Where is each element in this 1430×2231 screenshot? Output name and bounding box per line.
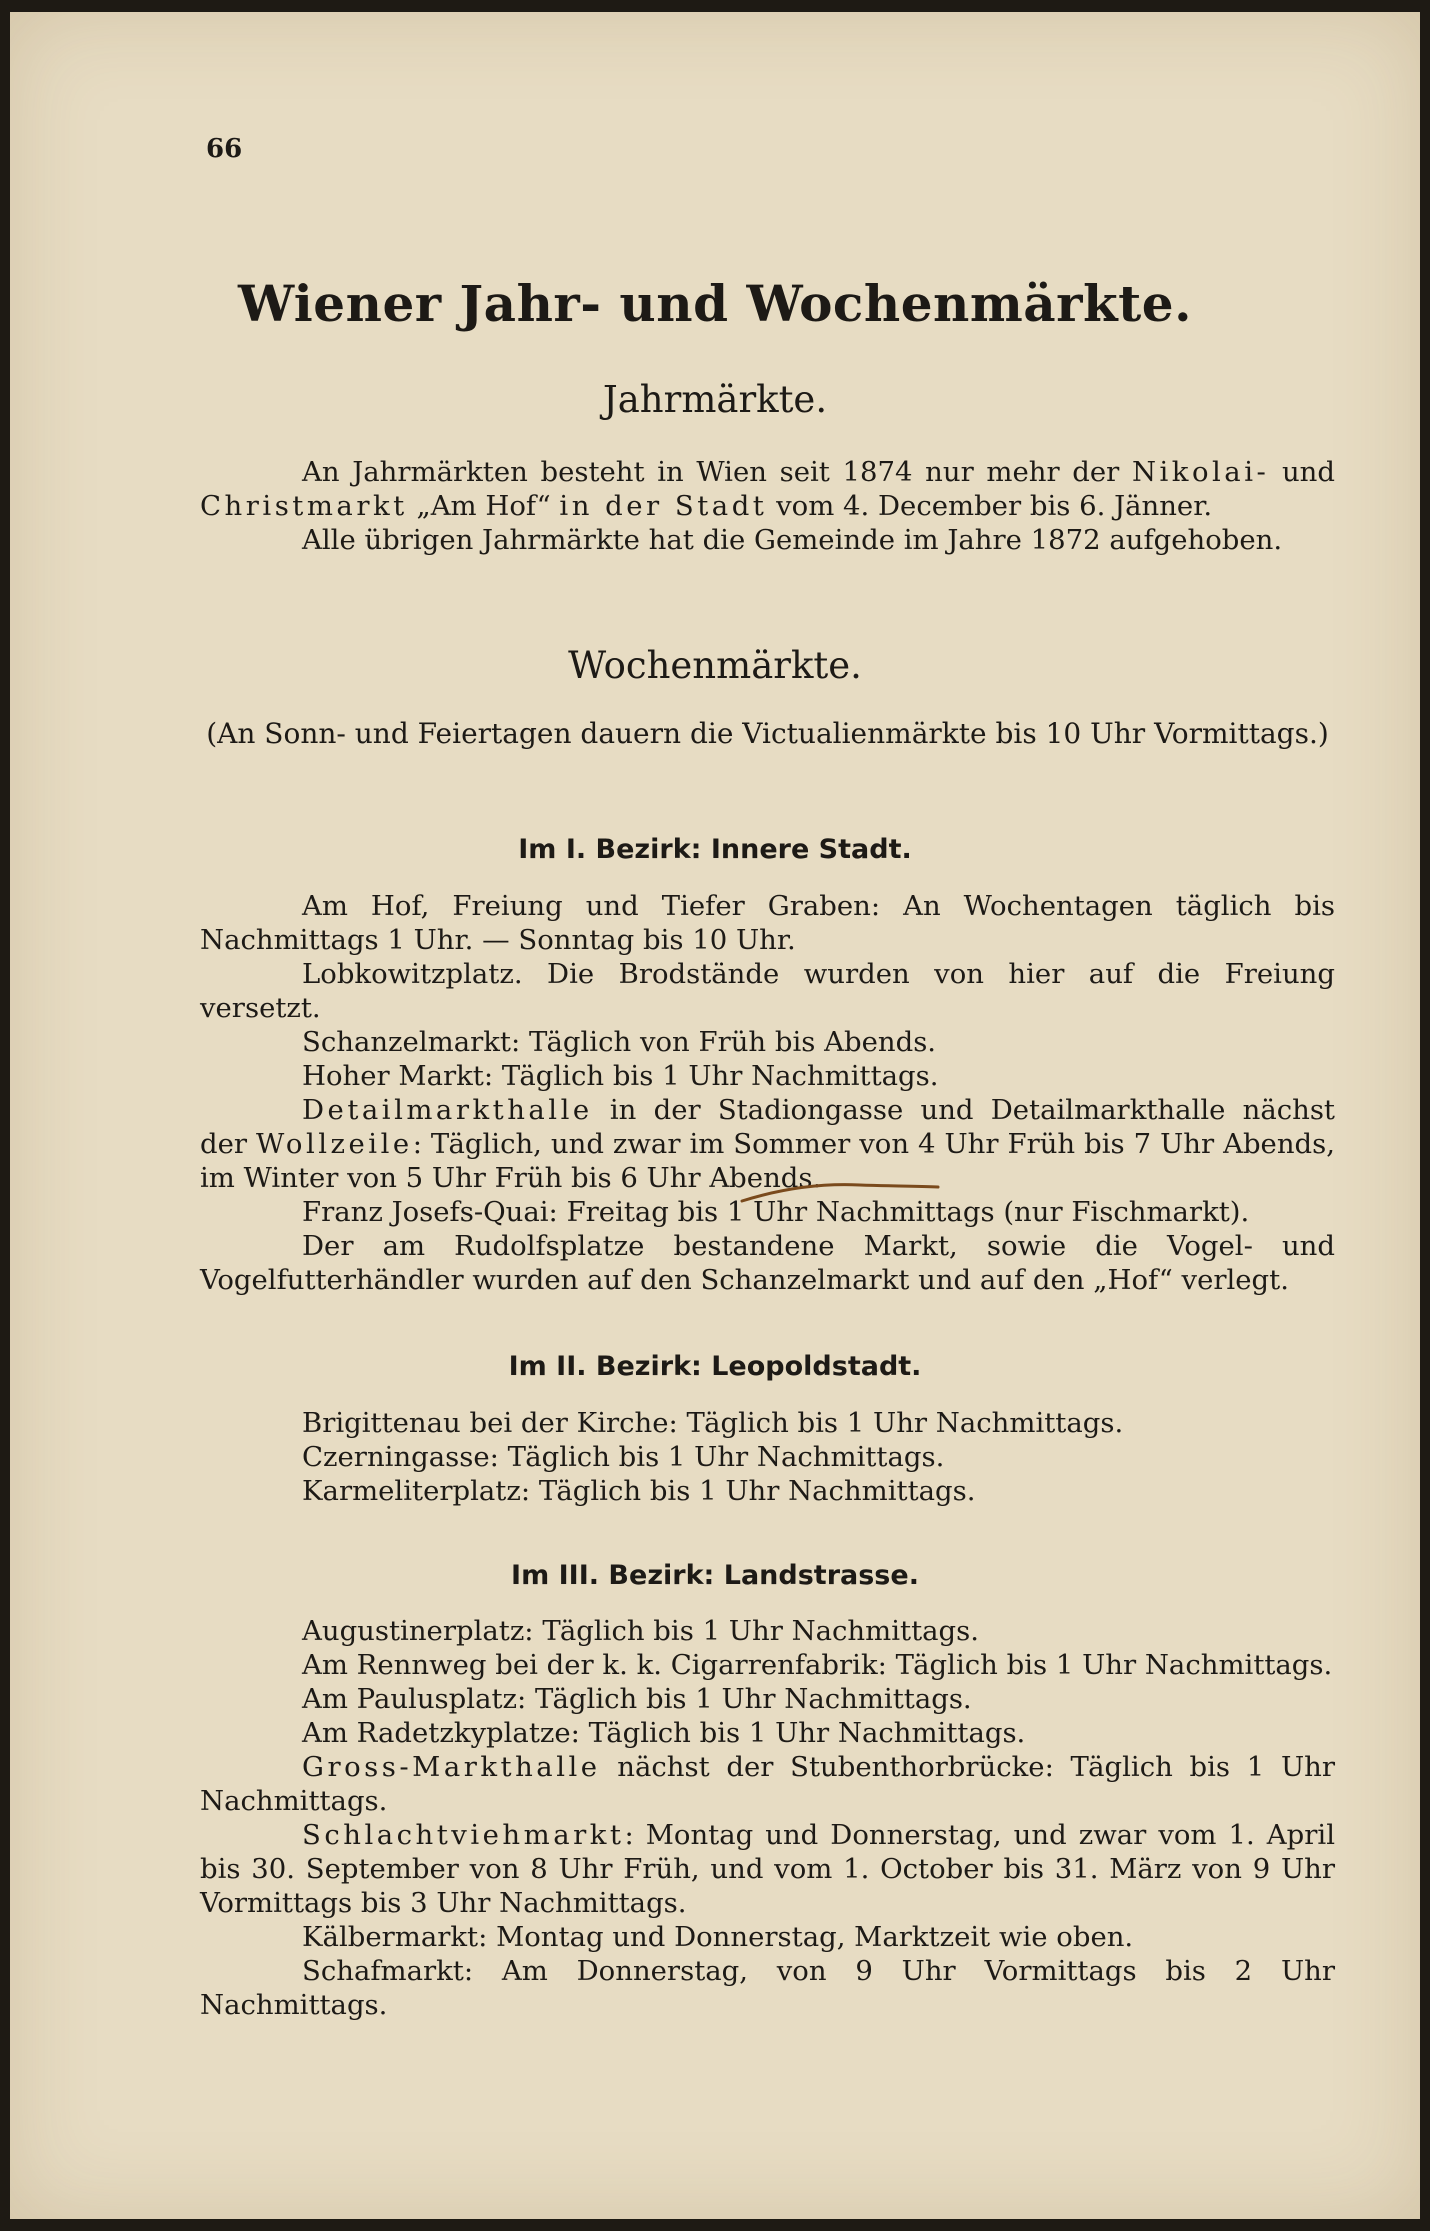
heading-jahrmaerkte: Jahrmärkte. [602, 378, 828, 421]
wochenmaerkte-note: (An Sonn- und Feiertagen dauern die Victualienmärkte bis 10 Uhr Vormittags.) [206, 717, 1329, 750]
jahrmaerkte-section [200, 455, 1335, 557]
list-item: Augustinerplatz: Täglich bis 1 Uhr Nachmittags. [302, 1615, 979, 1647]
list-item: Am Hof, Freiung und Tiefer Graben: An Wochentagen täglich bis Nachmittags 1 Uhr. — Sonntag bis 10 Uhr. [200, 890, 1335, 956]
list-item: Detailmarkthalle in der Stadiongasse und Detailmarkthalle nächst der Wollzeile: Täglich, und zwar im Sommer von 4 Uhr Früh bis 7 Uhr Abends, im Winter von 5 Uhr Früh bis 6 Uhr Abends. [200, 1094, 1335, 1194]
bezirk-1-entries [200, 889, 1335, 1297]
page-number: 66 [206, 134, 243, 164]
list-item: Schafmarkt: Am Donnerstag, von 9 Uhr Vormittags bis 2 Uhr Nachmittags. [200, 1955, 1335, 2021]
bezirk-2-entries [200, 1406, 1335, 1508]
list-item: Czerningasse: Täglich bis 1 Uhr Nachmittags. [302, 1441, 945, 1473]
list-item: Gross-Markthalle nächst der Stubenthorbrücke: Täglich bis 1 Uhr Nachmittags. [200, 1751, 1335, 1817]
list-item: Am Rennweg bei der k. k. Cigarrenfabrik: Täglich bis 1 Uhr Nachmittags. [302, 1649, 1333, 1681]
bezirk-3-entries [200, 1614, 1335, 2022]
list-item: Brigittenau bei der Kirche: Täglich bis 1 Uhr Nachmittags. [302, 1407, 1124, 1439]
list-item: Hoher Markt: Täglich bis 1 Uhr Nachmittags. [302, 1060, 939, 1092]
list-item: Franz Josefs-Quai: Freitag bis 1 Uhr Nachmittags (nur Fischmarkt). [302, 1196, 1250, 1228]
list-item: Am Paulusplatz: Täglich bis 1 Uhr Nachmittags. [302, 1683, 972, 1715]
pencil-strike-mark [740, 1177, 940, 1207]
page-title: Wiener Jahr- und Wochenmärkte. [238, 274, 1192, 333]
list-item: Der am Rudolfsplatze bestandene Markt, sowie die Vogel- und Vogelfutterhändler wurden auf den Schanzelmarkt und auf den „Hof“ verlegt. [200, 1230, 1335, 1296]
jahrmaerkte-paragraph-2: Alle übrigen Jahrmärkte hat die Gemeinde im Jahre 1872 aufgehoben. [302, 524, 1283, 556]
heading-bezirk-3: Im III. Bezirk: Landstrasse. [511, 1560, 919, 1591]
list-item: Am Radetzkyplatze: Täglich bis 1 Uhr Nachmittags. [302, 1717, 1026, 1749]
list-item: Schlachtviehmarkt: Montag und Donnerstag, und zwar vom 1. April bis 30. September von 8 Uhr Früh, und vom 1. October bis 31. März von 9 Uhr Vormittags bis 3 Uhr Nachmittags. [200, 1819, 1335, 1919]
heading-bezirk-2: Im II. Bezirk: Leopoldstadt. [508, 1351, 922, 1382]
list-item: Lobkowitzplatz. Die Brodstände wurden von hier auf die Freiung versetzt. [200, 958, 1335, 1024]
list-item: Karmeliterplatz: Täglich bis 1 Uhr Nachmittags. [302, 1475, 976, 1507]
list-item: Kälbermarkt: Montag und Donnerstag, Marktzeit wie oben. [302, 1921, 1134, 1953]
jahrmaerkte-paragraph-1: An Jahrmärkten besteht in Wien seit 1874 nur mehr der Nikolai- und Christmarkt „Am Hof“ in der Stadt vom 4. December bis 6. Jänner. [200, 456, 1335, 522]
book-page [10, 12, 1420, 2219]
heading-bezirk-1: Im I. Bezirk: Innere Stadt. [518, 834, 912, 865]
list-item: Schanzelmarkt: Täglich von Früh bis Abends. [302, 1026, 937, 1058]
heading-wochenmaerkte: Wochenmärkte. [568, 644, 862, 687]
